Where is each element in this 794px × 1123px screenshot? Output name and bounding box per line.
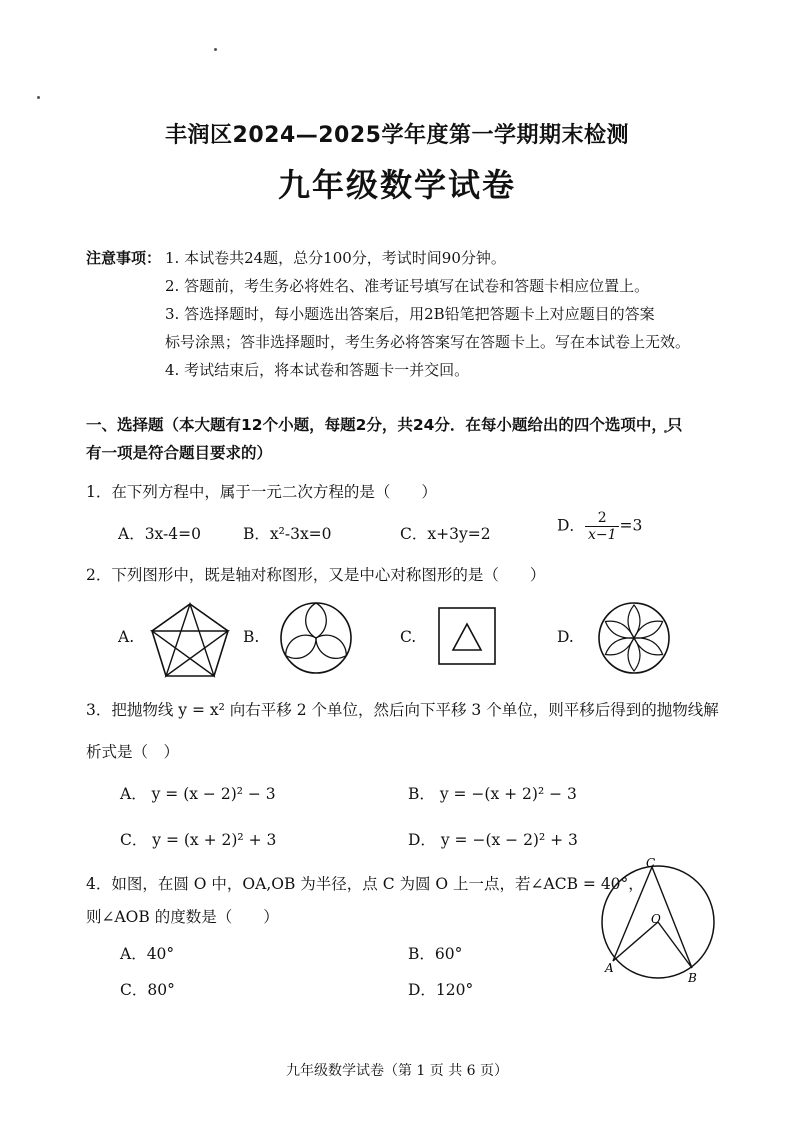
q3-option-b: B． y = −(x + 2)² − 3	[408, 785, 577, 803]
speck	[214, 48, 217, 51]
q1-option-d-tail: =3	[619, 516, 643, 535]
question-2-stem: 2．下列图形中，既是轴对称图形，又是中心对称图形的是（ ）	[86, 566, 546, 584]
q4-option-c: C．80°	[120, 981, 175, 999]
question-4-stem: 4．如图，在圆 O 中，OA,OB 为半径，点 C 为圆 O 上一点，若∠ACB = 40°，	[86, 875, 644, 893]
fraction	[585, 510, 620, 543]
note-item: 2. 答题前，考生务必将姓名、准考证号填写在试卷和答题卡相应位置上。	[165, 277, 650, 295]
q2-option-b: B.	[243, 628, 260, 646]
q1-option-c: C．x+3y=2	[400, 525, 491, 543]
pentagram-figure	[148, 600, 232, 680]
question-3-stem-cont: 析式是（ ）	[86, 743, 180, 761]
q4-option-a: A．40°	[120, 945, 175, 963]
exam-subtitle: 九年级数学试卷	[277, 166, 516, 204]
note-item: 标号涂黑；答非选择题时，考生务必将答案写在答题卡上。写在本试卷上无效。	[165, 333, 691, 351]
q4-option-b: B．60°	[408, 945, 463, 963]
note-item: 4. 考试结束后，将本试卷和答题卡一并交回。	[165, 361, 470, 379]
note-item: 1. 本试卷共24题，总分100分，考试时间90分钟。	[165, 249, 506, 267]
q1-option-d-label: D．	[557, 516, 585, 535]
exam-title: 丰润区2024—2025学年度第一学期期末检测	[165, 123, 629, 148]
square-triangle-figure	[437, 606, 497, 666]
point-label-c: C	[646, 856, 656, 870]
six-petal-flower-figure	[596, 600, 672, 676]
q1-option-d	[557, 510, 642, 543]
speck	[37, 96, 40, 99]
notes-label: 注意事项：	[86, 249, 162, 267]
point-label-o: O	[651, 912, 661, 926]
question-1-stem: 1．在下列方程中，属于一元二次方程的是（ ）	[86, 483, 437, 501]
point-label-b: B	[688, 971, 697, 985]
fraction-denominator: x−1	[587, 527, 617, 543]
q3-option-a: A． y = (x − 2)² − 3	[120, 785, 276, 803]
q3-option-d: D． y = −(x − 2)² + 3	[408, 831, 578, 849]
circle-angle-figure	[596, 856, 726, 988]
q3-option-c: C． y = (x + 2)² + 3	[120, 831, 277, 849]
question-4-stem-cont: 则∠AOB 的度数是（ ）	[86, 908, 279, 926]
trefoil-circle-figure	[278, 600, 354, 676]
q4-option-d: D．120°	[408, 981, 474, 999]
note-item: 3. 答选择题时，每小题选出答案后，用2B铅笔把答题卡上对应题目的答案	[165, 305, 655, 323]
q2-option-c: C.	[400, 628, 417, 646]
q2-option-a: A.	[118, 628, 135, 646]
page-footer: 九年级数学试卷（第 1 页 共 6 页）	[285, 1063, 509, 1079]
q2-option-d: D.	[557, 628, 574, 646]
section-heading-cont: 有一项是符合题目要求的）	[86, 444, 273, 462]
point-label-a: A	[605, 961, 614, 975]
q1-option-a: A．3x-4=0	[118, 525, 201, 543]
question-3-stem: 3．把抛物线 y = x² 向右平移 2 个单位，然后向下平移 3 个单位，则平移后得到的抛物线解	[86, 701, 719, 719]
q1-option-b: B．x²-3x=0	[243, 525, 332, 543]
fraction-numerator: 2	[585, 510, 620, 527]
section-heading: 一、选择题（本大题有12个小题，每题2分，共24分．在每小题给出的四个选项中，只	[86, 416, 683, 434]
